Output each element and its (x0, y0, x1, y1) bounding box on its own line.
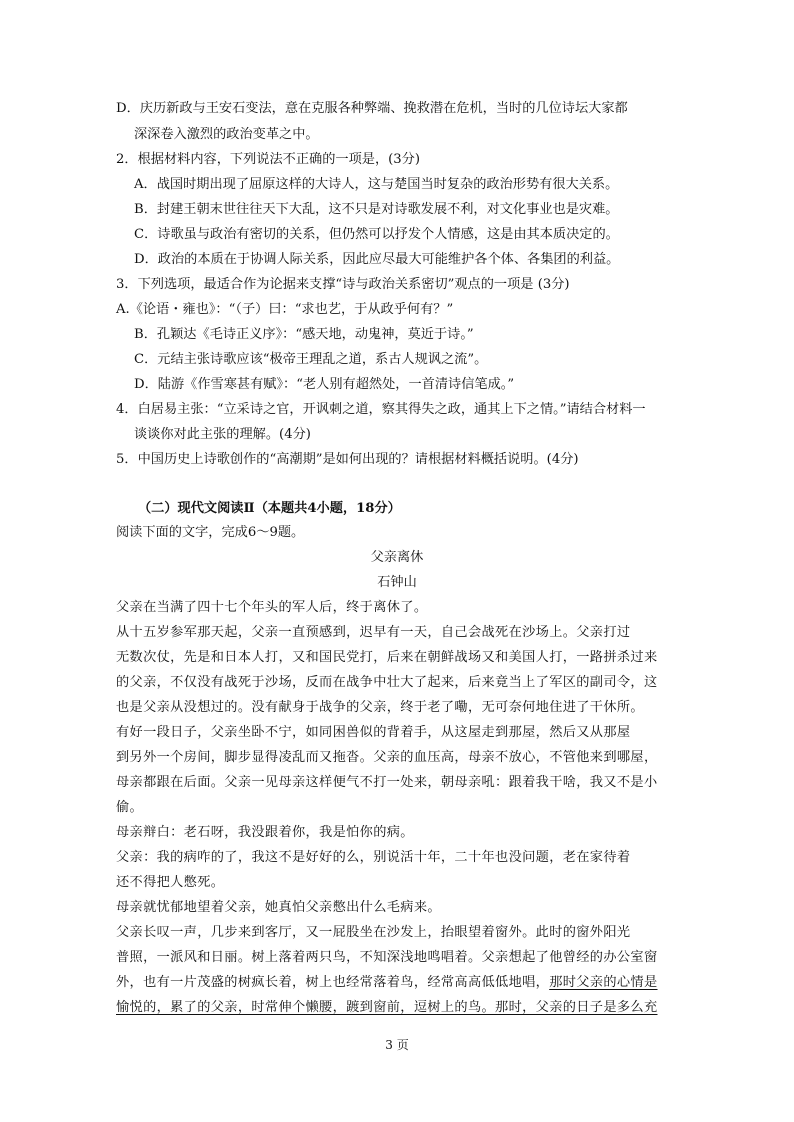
underlined-passage: 那时父亲的心情是 (549, 975, 658, 990)
option-text: 深深卷入激烈的政治变革之中。 (134, 127, 319, 142)
story-line: 也是父亲从没想过的。没有献身于战争的父亲，终于老了嘞，无可奈何地住进了干休所。 (116, 700, 644, 715)
story-line: 父亲长叹一声，几步来到客厅，又一屁股坐在沙发上，抬眼望着窗外。此时的窗外阳光 (116, 925, 631, 940)
question-4-continued: 谈谈你对此主张的理解。(4分) (134, 427, 311, 442)
story-line: 普照，一派风和日丽。树上落着两只鸟，不知深浅地鸣唱着。父亲想起了他曾经的办公室窗 (116, 950, 658, 965)
page-number: 3 页 (385, 1038, 409, 1052)
story-line: 还不得把人憋死。 (116, 875, 225, 890)
story-line: 父亲在当满了四十七个年头的军人后，终于离休了。 (116, 600, 428, 615)
story-title: 父亲离休 (370, 550, 424, 565)
option-text: A．战国时期出现了屈原这样的大诗人，这与楚国当时复杂的政治形势有很大关系。 (134, 177, 619, 192)
question-3: 3．下列选项，最适合作为论据来支撑“诗与政治关系密切”观点的一项是 (3分) (116, 277, 570, 292)
option-text: B．封建王朝末世往往天下大乱，这不只是对诗歌发展不利，对文化事业也是灾难。 (134, 202, 619, 217)
story-line: 无数次仗，先是和日本人打，又和国民党打，后来在朝鲜战场又和美国人打，一路拼杀过来 (116, 650, 658, 665)
story-line: 从十五岁参军那天起，父亲一直预感到，迟早有一天，自己会战死在沙场上。父亲打过 (116, 625, 631, 640)
story-line: 母亲都跟在后面。父亲一见母亲这样便气不打一处来，朝母亲吼：跟着我干啥，我又不是小 (116, 775, 658, 790)
story-line: 有好一段日子，父亲坐卧不宁，如同困兽似的背着手，从这屋走到那屋，然后又从那屋 (116, 725, 631, 740)
reading-instruction: 阅读下面的文字，完成6～9题。 (116, 525, 305, 540)
option-text: A.《论语・雍也》：“（子）曰：“求也艺，于从政乎何有？” (116, 302, 454, 317)
story-line-text: 外，也有一片茂盛的树疯长着，树上也经常落着鸟，经常高高低低地唱， (116, 975, 550, 990)
option-text: C．诗歌虽与政治有密切的关系，但仍然可以抒发个人情感，这是由其本质决定的。 (134, 227, 619, 242)
story-line: 偷。 (116, 800, 144, 815)
story-author: 石钟山 (377, 575, 417, 590)
option-text: B．孔颖达《毛诗正义序》：“感天地，动鬼神，莫近于诗。” (134, 327, 474, 342)
story-line (116, 973, 658, 993)
option-text: D．庆历新政与王安石变法，意在克服各种弊端、挽救潜在危机，当时的几位诗坛大家都 (116, 101, 628, 116)
question-5: 5．中国历史上诗歌创作的“高潮期”是如何出现的？请根据材料概括说明。(4分) (116, 452, 579, 467)
question-2: 2．根据材料内容，下列说法不正确的一项是，(3分) (116, 152, 421, 167)
story-line: 母亲辩白：老石呀，我没跟着你，我是怕你的病。 (116, 825, 414, 840)
story-line: 到另外一个房间，脚步显得凌乱而又拖沓。父亲的血压高，母亲不放心，不管他来到哪屋， (116, 750, 658, 765)
story-line: 的父亲，不仅没有战死于沙场，反而在战争中壮大了起来，后来竟当上了军区的副司令，这 (116, 675, 658, 690)
option-text: D．政治的本质在于协调人际关系，因此应尽最大可能维护各个体、各集团的利益。 (134, 252, 620, 267)
option-text: D．陆游《作雪寒甚有赋》：“老人别有超然处，一首清诗信笔成。” (134, 377, 515, 392)
option-text: C．元结主张诗歌应该“极帝王理乱之道，系古人规讽之流”。 (134, 352, 488, 367)
story-line: 母亲就忧郁地望着父亲，她真怕父亲憋出什么毛病来。 (116, 900, 441, 915)
question-4: 4．白居易主张：“立采诗之官，开讽刺之道，察其得失之政，通其上下之情。”请结合材料一 (116, 402, 646, 417)
story-line: 父亲：我的病咋的了，我这不是好好的么，别说活十年，二十年也没问题，老在家待着 (116, 850, 631, 865)
section-heading: （二）现代文阅读Ⅱ（本题共4小题，18分） (138, 501, 401, 516)
underlined-passage: 愉悦的，累了的父亲，时常伸个懒腰，踱到窗前，逗树上的鸟。那时，父亲的日子是多么充 (116, 1000, 658, 1015)
